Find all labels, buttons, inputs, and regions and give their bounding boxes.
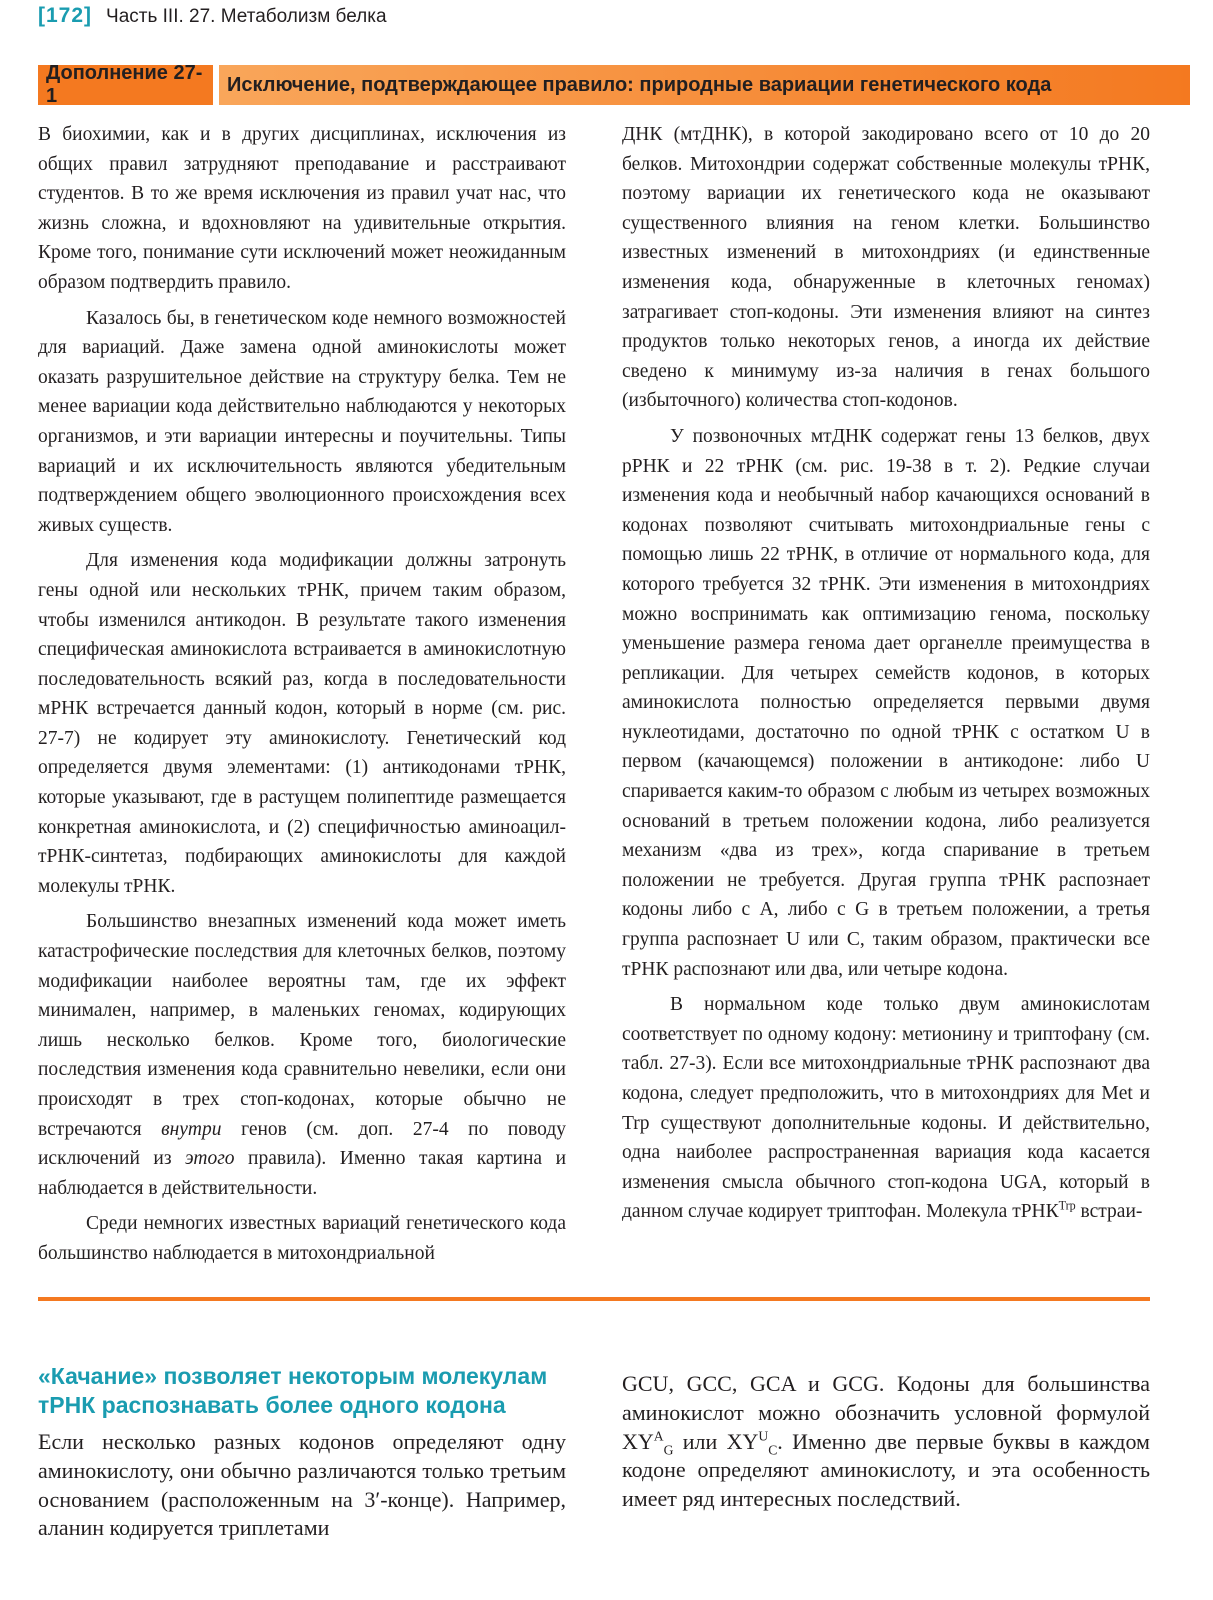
page-number: [172] (38, 4, 93, 27)
paragraph: Для изменения кода модификации должны затронуть гены одной или нескольких тРНК, причем таким образом, чтобы изменился антикодон. В результате такого изменения специфическая аминокислота встраивается в аминокислотную последовательность всякий раз, когда в последовательности мРНК встречается данный кодон, который в норме (см. рис. 27-7) не кодирует эту аминокислоту. Генетический код определяется двумя элементами: (1) антикодонами тРНК, которые указывают, где в растущем полипептиде размещается конкретная аминокислота, и (2) специфичностью аминоацил-тРНК-синтетаз, подбирающих аминокислоты для каждой молекулы тРНК. (38, 550, 566, 897)
page-header (38, 4, 387, 32)
paragraph: Казалось бы, в генетическом коде немного возможностей для вариаций. Даже замена одной аминокислоты может оказать разрушительное действие на структуру белка. Тем не менее вариации кода действительно наблюдаются у некоторых организмов, и эти вариации интересны и поучительны. Типы вариаций и их исключительность являются убедительным подтверждением общего эволюционного происхождения всех живых существ. (38, 307, 566, 536)
emphasis: этого (185, 1148, 235, 1170)
box-title: Исключение, подтверждающее правило: природные вариации генетического кода (219, 65, 1190, 105)
superscript: Trp (1058, 1198, 1076, 1213)
text-run: Большинство внезапных изменений кода может иметь катастрофические последствия для клеточных белков, поэтому модификации наиболее вероятны там, где их эффект минимален, например, в маленьких геномах, кодирующих лишь несколько белков. Кроме того, биологические последствия изменения кода сравнительно невелики, если они происходят в трех стоп-кодонах, которые обычно не встречаются (38, 911, 566, 1140)
paragraph (622, 990, 1150, 1227)
subscript: G (663, 1441, 674, 1457)
box-header (38, 62, 1190, 107)
superscript: U (758, 1428, 769, 1444)
running-title: Часть III. 27. Метаболизм белка (106, 6, 387, 27)
text-run: или XY (673, 1428, 759, 1454)
box-label: Дополнение 27-1 (38, 65, 213, 105)
paragraph: Среди немногих известных вариаций генетического кода большинство наблюдается в митохондриальной (38, 1213, 566, 1264)
section-heading: «Качание» позволяет некоторым молекулам тРНК распознавать более одного кодона (38, 1363, 548, 1418)
paragraph: У позвоночных мтДНК содержат гены 13 белков, двух рРНК и 22 тРНК (см. рис. 19-38 в т. 2). Редкие случаи изменения кода и необычный набор качающихся оснований в кодонах позволяют считывать митохондриальные гены с помощью лишь 22 тРНК, в отличие от нормального кода, для которого требуется 32 тРНК. Эти изменения в митохондриях можно воспринимать как оптимизацию генома, поскольку уменьшение размера генома дает органелле преимущества в репликации. Для четырех семейств кодонов, в которых аминокислота полностью определяется первыми двумя нуклеотидами, достаточно по одной тРНК с остатком U в первом (качающемся) положении в антикодоне: либо U спаривается каким-то образом с любым из четырех возможных оснований в третьем положении кодона, либо реализуется механизм «два из трех», когда спаривание в третьем положении не требуется. Другая группа тРНК распознает кодоны либо с A, либо с G в третьем положении, а третья группа распознает U или C, таким образом, практически все тРНК распознают или два, или четыре кодона. (622, 425, 1150, 980)
subscript: C (768, 1441, 778, 1457)
text-run: генов (см. доп. 27-4 по поводу исключений из (38, 1118, 566, 1170)
emphasis: внутри (161, 1118, 222, 1140)
paragraph: ДНК (мтДНК), в которой закодировано всего от 10 до 20 белков. Митохондрии содержат собственные молекулы тРНК, поэтому вариации их генетического кода не оказывают существенного влияния на геном клетки. Большинство известных изменений в митохондриях (и единственные изменения кода, обнаруженные в клеточных геномах) затрагивает стоп-кодоны. Эти изменения влияют на синтез продуктов только некоторых генов, а иногда их действие сведено к минимуму из-за наличия в генах большого (избыточного) количества стоп-кодонов. (622, 124, 1150, 412)
section-right-text (622, 1370, 1150, 1514)
text-run: . Именно две первые буквы в каждом кодоне определяют аминокислоту, и эта особенность имеет ряд интересных последствий. (622, 1428, 1150, 1512)
text-run: GCU, GCC, GCA и GCG. Кодоны для большинства аминокислот можно обозначить условной формулой XY (622, 1371, 1150, 1454)
text-run: правила). Именно такая картина и наблюдается в действительности. (38, 1148, 567, 1199)
text-run: В нормальном коде только двум аминокислотам соответствует по одному кодону: метионину и триптофану (см. табл. 27-3). Если все митохондриальные тРНК распознают два кодона, следует предположить, что в митохондриях для Met и Trp существуют дополнительные кодоны. И действительно, одна наиболее распространенная вариация кода касается изменения смысла обычного стоп-кодона UGA, который в данном случае кодирует триптофан. Молекула тРНК (622, 994, 1150, 1223)
box-bottom-rule (38, 1297, 1150, 1301)
section-left-text: Если несколько разных кодонов определяют одну аминокислоту, они обычно различаются только третьим основанием (расположенным на 3′-конце). Например, аланин кодируется триплетами (38, 1429, 566, 1541)
superscript: A (653, 1428, 664, 1444)
text-run: встраи- (1075, 1201, 1143, 1223)
paragraph: В биохимии, как и в других дисциплинах, исключения из общих правил затрудняют преподавание и расстраивают студентов. В то же время исключения из правил учат нас, что жизнь сложна, и вдохновляют на удивительные открытия. Кроме того, понимание сути исключений может неожиданным образом подтвердить правило. (38, 124, 566, 293)
box-left-column (38, 120, 566, 1269)
paragraph (38, 907, 566, 1203)
box-right-column (622, 120, 1150, 1227)
